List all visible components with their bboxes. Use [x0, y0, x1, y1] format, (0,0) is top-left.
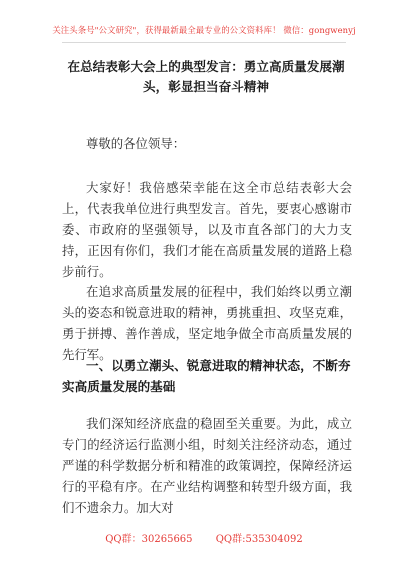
paragraph-economy: 我们深知经济底盘的稳固至关重要。为此，成立专门的经济运行监测小组，时刻关注经济动态，通过严谨的科学数据分析和精准的政策调控，保障经济运行的平稳有序。在产业结构调整和转型升级方面，我们不遗余力。加大对	[62, 416, 352, 515]
document-title: 在总结表彰大会上的典型发言：勇立高质量发展潮头，彰显担当奋斗精神	[67, 59, 345, 94]
section-heading-1: 一、以勇立潮头、锐意进取的精神状态，不断夯实高质量发展的基础	[62, 358, 351, 394]
qq-group-2: QQ群:535304092	[215, 534, 303, 545]
salutation: 尊敬的各位领导：	[86, 136, 186, 151]
paragraph-opening: 大家好！我倍感荣幸能在这全市总结表彰大会上，代表我单位进行典型发言。首先，要衷心感谢市委、市政府的坚强领导，以及市直各部门的大力支持，正因有你们，我们才能在高质量发展的道路上稳步前行。	[62, 180, 352, 279]
qq-group-1: QQ群：30265665	[105, 534, 193, 545]
banner-divider	[62, 42, 346, 43]
contact-footer	[0, 530, 408, 545]
promo-banner: 关注头条号"公文研究"，获得最新最全最专业的公文资料库！ 微信：gongwenyj	[52, 25, 356, 35]
paragraph-commitment: 在追求高质量发展的征程中，我们始终以勇立潮头的姿态和锐意进取的精神，勇挑重担、攻坚克难，勇于拼搏、善作善成，坚定地争做全市高质量发展的先行军。	[62, 284, 352, 362]
